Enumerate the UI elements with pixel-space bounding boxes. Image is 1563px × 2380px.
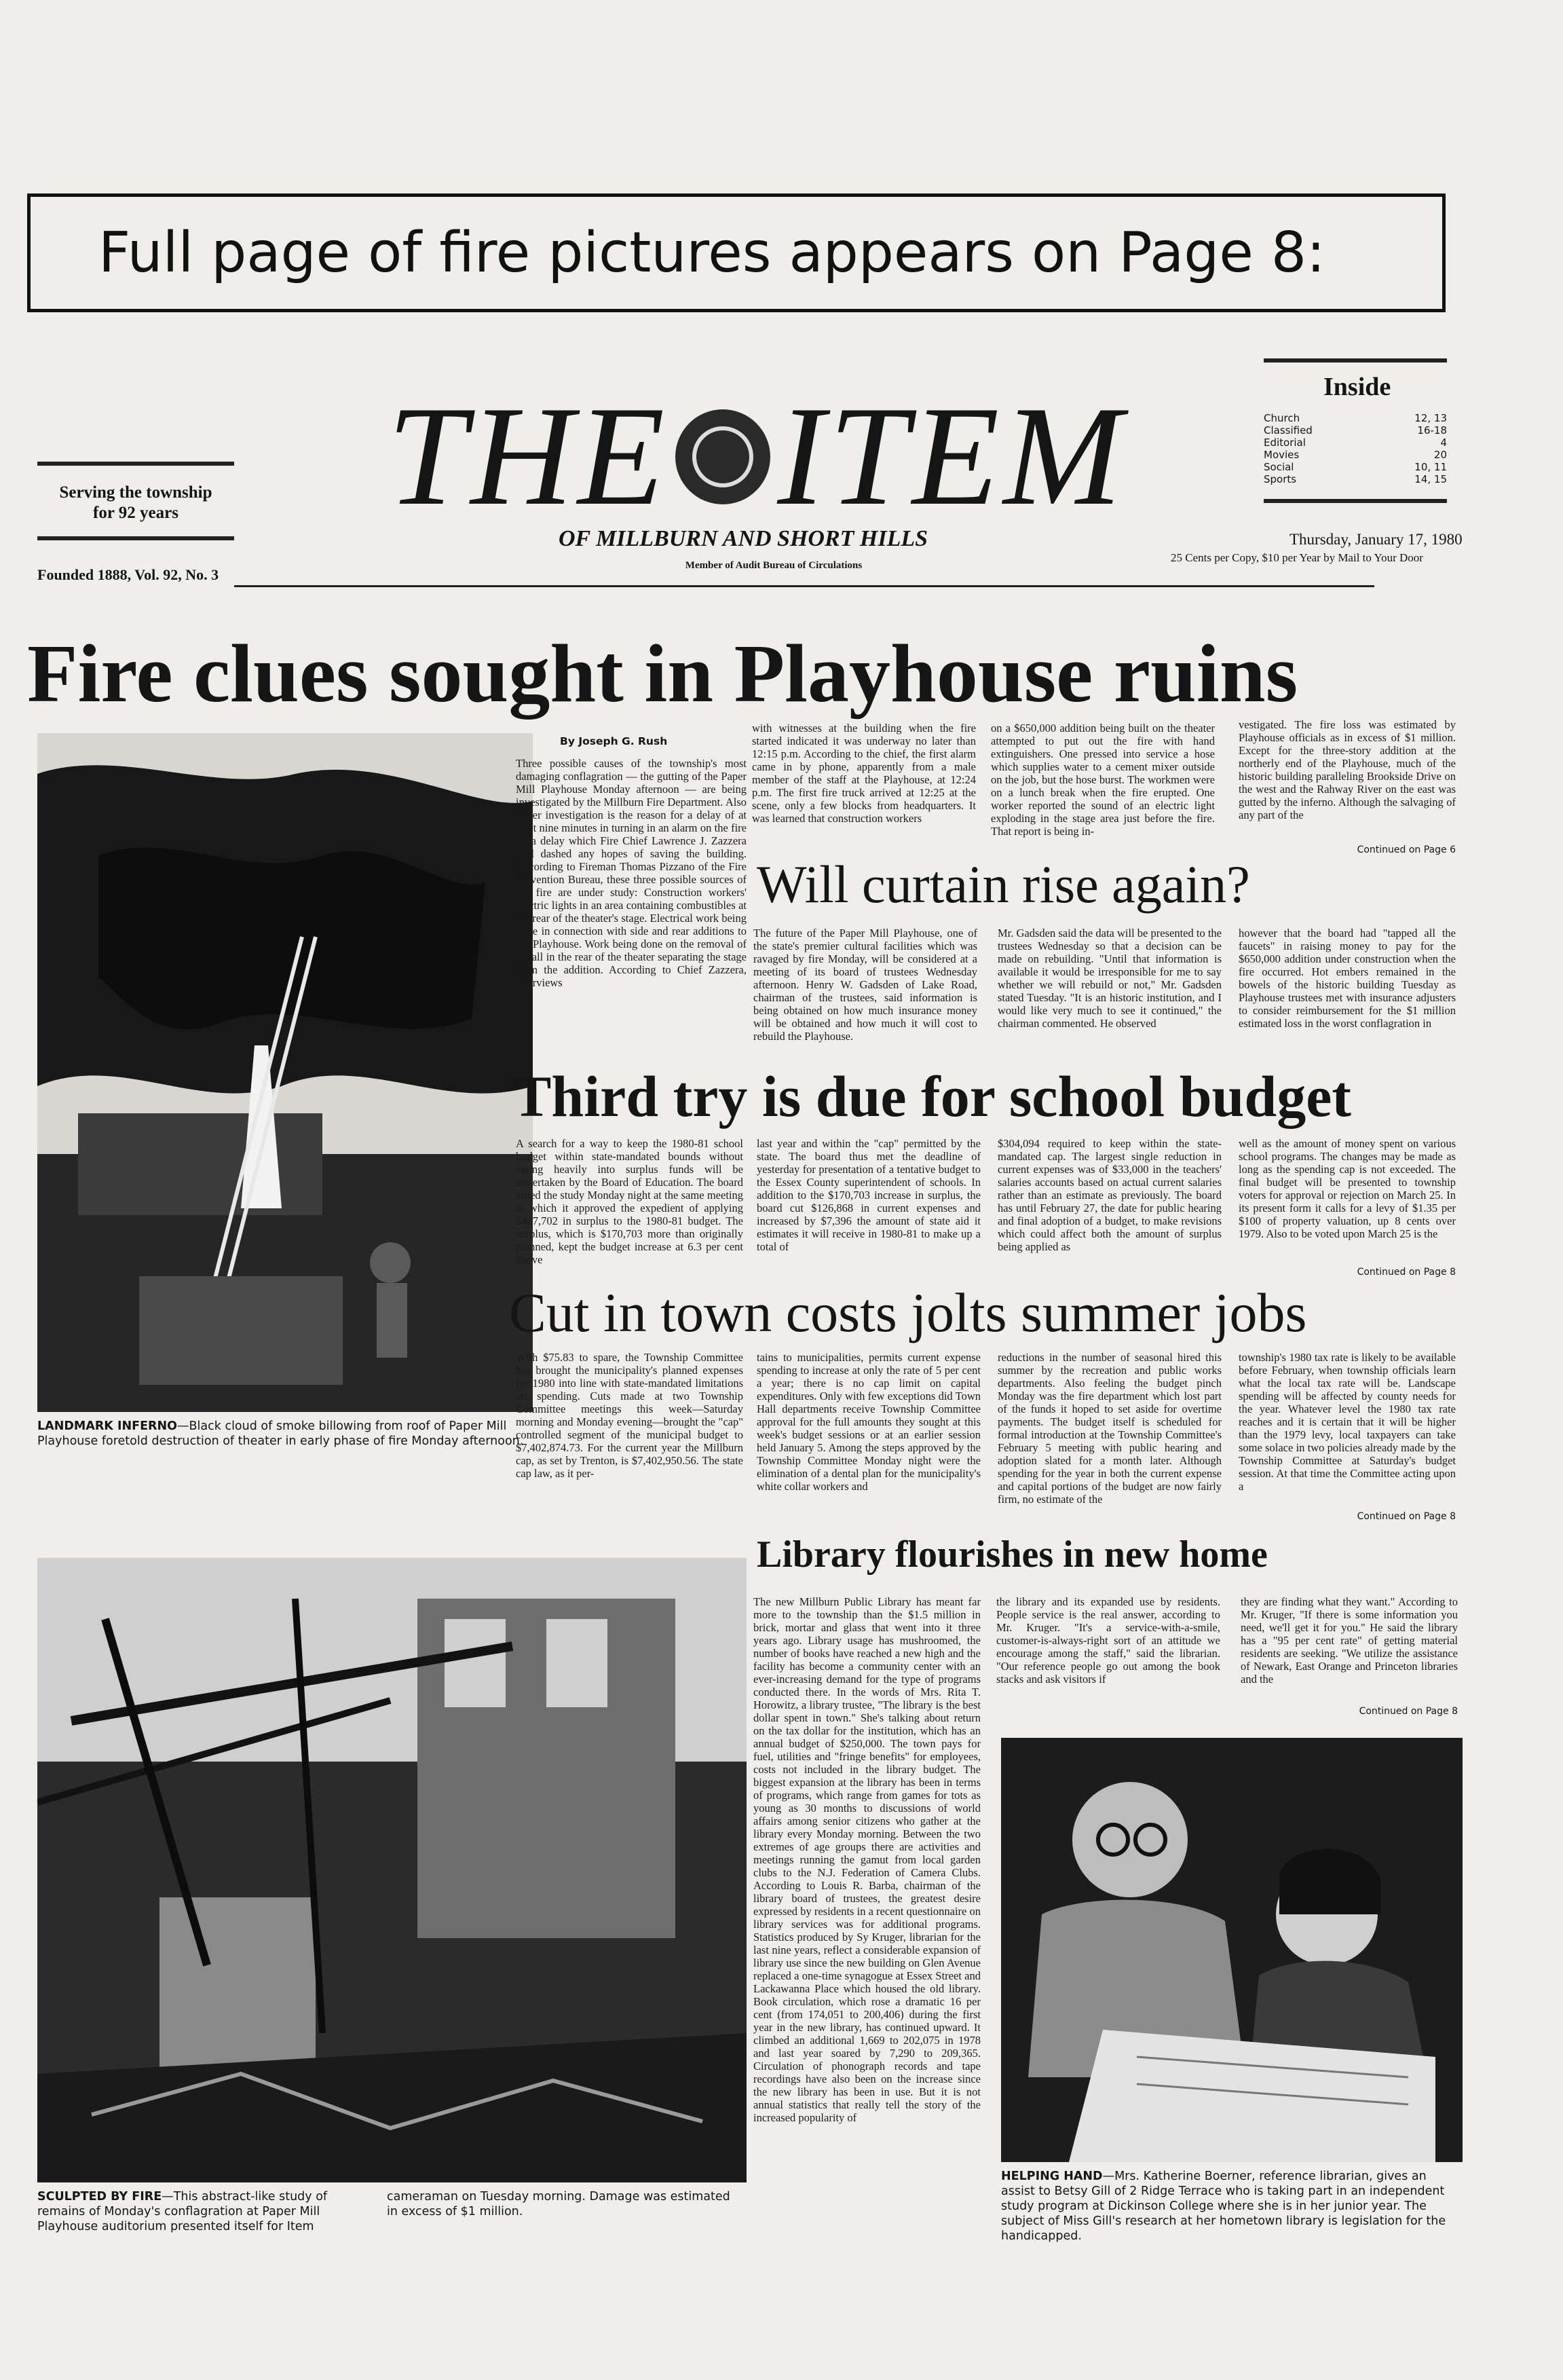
photo2-caption: SCULPTED BY FIRE—This abstract-like study of remains of Monday's conflagration at Paper Mill Playhouse auditorium presented itself for Item (37, 2190, 328, 2233)
story2-col1: The future of the Paper Mill Playhouse, one of the state's premier cultural facilities which was ravaged by fire Monday, will be considered at a meeting of its board of trustees Wednesday afternoon. Henry W. Gadsden of Lake Road, chairman of the trustees, said information is being obtained on how much insurance money will be obtained and how much it will cost to rebuild the Playhouse. (753, 927, 977, 1043)
story1-col1: Three possible causes of the township's most damaging conflagration — the gutting of the Paper Mill Playhouse Monday afternoon — are being investigated by the Millburn Fire Department. Also under investigation is the reason for a delay of at least nine minutes in turning in an alarm on the fire — a delay which Fire Chief Lawrence J. Zazzera said dashed any hopes of saving the building. According to Fireman Thomas Pizzano of the Fire Prevention Bureau, these three possible sources of the fire are under study: Construction workers' electric lights in an area containing combustibles at the rear of the theater's stage. Electrical work being done in connection with side and rear additions to the Playhouse. Work being done on the removal of a wall in the rear of the theater separating the stage from the addition. According to Chief Zazzera, interviews (516, 757, 747, 989)
story5-col1: The new Millburn Public Library has meant far more to the township than the $1.5 million in brick, mortar and glass that went into it three years ago. Library usage has mushroomed, the number of books have reached a new high and the facility has become a community center with an ever-increasing demand for the type of programs conducted there. In the words of Mrs. Rita T. Horowitz, a library trustee, "The library is the best dollar spent in town." She's talking about return on the tax dollar for the institution, which has an annual budget of $250,000. The town pays for fuel, utilities and "fringe benefits" for employees, costs not included in the library budget. The biggest expansion at the library has been in terms of programs, which range from games for tots as young as 30 months to discussions of world affairs among senior citizens who gather at the library every Monday morning. Between the two extremes of age groups there are activities and meetings running the gamut from local garden clubs to the N.J. Federation of Camera Clubs. According to Louis R. Barba, chairman of the library board of trustees, the greatest desire expressed by residents in a recent questionnaire on library services was for additional programs. Statistics produced by Sy Kruger, librarian for the last nine years, reflect a considerable expansion of library use since the new building on Glen Avenue replaced a one-time synagogue at Essex Street and Lackawanna Place which housed the old library. Book circulation, which rose a dramatic 16 per cent (from 174,051 to 200,406) during the first year in the new library, has continued upward. It climbed an additional 1,669 to 202,075 in 1978 and last year soared by 7,290 to 209,365. Circulation of phonograph records and tape recordings have also been on the increase since the new library has been in use. But it is not annual statistics that really tell the story of the increased popularity of (753, 1595, 981, 2124)
photo2-caption-cont: cameraman on Tuesday morning. Damage was estimated in excess of $1 million. (387, 2190, 730, 2218)
story3-col2: last year and within the "cap" permitted by the state. The board thus met the deadline of yesterday for presentation of a tentative budget to the Essex County superintendent of schools. In addition to the $170,703 increase in surplus, the board cut $126,868 in current expenses and increased by $7,396 the amount of state aid it estimates it will receive in 1980-81 to make up a total of (757, 1137, 981, 1253)
story5-headline: Library flourishes in new home (757, 1533, 1268, 1576)
ruins-photo (37, 1558, 747, 2182)
masthead-title-right: ITEM (777, 377, 1127, 535)
index-row: Classified 16-18 (1264, 424, 1447, 436)
story2-col2: Mr. Gadsden said the data will be presented to the trustees Wednesday so that a decision can be made on rebuilding. "Until that information is available it would be irresponsible for me to say whether we will rebuild or not," Mr. Gadsden stated Tuesday. "It is an historic institution, and I would like very much to see it continued," the chairman commented. He observed (998, 927, 1222, 1030)
lead-headline: Fire clues sought in Playhouse ruins (27, 628, 1298, 720)
story4-continued: Continued on Page 8 (1357, 1511, 1456, 1522)
index-row: Sports 14, 15 (1264, 473, 1447, 485)
story1-col4: vestigated. The fire loss was estimated by Playhouse officials as in excess of $1 million. Except for the three-story addition at the northerly end of the Playhouse, much of the historic building paralleling Brookside Drive on the west and the Rahway River on the east was gutted by the inferno. Although the salvaging of any part of the (1239, 718, 1456, 821)
story2-headline: Will curtain rise again? (757, 855, 1250, 914)
library-photo-art (1001, 1738, 1463, 2162)
township-seal-icon (675, 409, 770, 504)
fire-pictures-banner: Full page of fire pictures appears on Page 8: (27, 193, 1446, 312)
founded-line: Founded 1888, Vol. 92, No. 3 (37, 566, 219, 583)
divider (37, 462, 234, 466)
issue-date: Thursday, January 17, 1980 (1289, 531, 1463, 548)
masthead-title (288, 377, 1225, 535)
price-line: 25 Cents per Copy, $10 per Year by Mail to Your Door (1171, 551, 1423, 564)
story3-continued: Continued on Page 8 (1357, 1267, 1456, 1278)
photo3-caption: HELPING HAND—Mrs. Katherine Boerner, reference librarian, gives an assist to Betsy Gill of 2 Ridge Terrace who is taking part in an independent study program at Dickinson College where she is in her junior year. The subject of Miss Gill's research at her hometown library is legislation for the handicapped. (1001, 2170, 1446, 2243)
story4-col3: reductions in the number of seasonal hired this summer by the recreation and public works departments. Also feeling the budget pinch Monday was the fire department which lost part of the funds it hoped to set aside for overtime payments. The budget itself is scheduled for formal introduction at the Township Committee's February 5 meeting with public hearing and adoption slated for a month later. Although spending for the year in both the current expense and capital portions of the budget are now fairly firm, no estimate of the (998, 1351, 1222, 1506)
story5-continued: Continued on Page 8 (1359, 1706, 1458, 1717)
member-line: Member of Audit Bureau of Circulations (685, 560, 863, 571)
index-row: Church 12, 13 (1264, 412, 1447, 424)
masthead-subtitle: OF MILLBURN AND SHORT HILLS (558, 526, 928, 551)
fire-photo (37, 733, 533, 1412)
serving-line: Serving the township (59, 483, 212, 502)
fire-photo-art (37, 733, 533, 1412)
photo1-caption: LANDMARK INFERNO—Black cloud of smoke billowing from roof of Paper Mill Playhouse foretold destruction of theater in early phase of fire Monday afternoon. (37, 1419, 524, 1448)
story1-continued: Continued on Page 6 (1357, 844, 1456, 855)
story3-col4: well as the amount of money spent on various school programs. The changes may be made as long as the spending cap is not exceeded. The final budget will be presented to township voters for approval or rejection on March 25. In its present form it calls for a levy of $1.35 per $100 of property valuation, up 8 cents over 1979. Also to be voted upon March 25 is the (1239, 1137, 1456, 1240)
index-row: Social 10, 11 (1264, 461, 1447, 473)
ruins-photo-art (37, 1558, 747, 2182)
library-photo (1001, 1738, 1463, 2162)
story4-col1: With $75.83 to spare, the Township Committee has brought the municipality's planned expenses for 1980 into line with state-mandated limitations on spending. Cuts made at two Township Committee meetings this week—Saturday morning and Monday evening—brought the "cap" controlled segment of the municipal budget to $7,402,874.73. For the current year the Millburn cap, as set by Trenton, is $7,402,950.56. The state cap law, as it per- (516, 1351, 743, 1480)
story5-col3: they are finding what they want." According to Mr. Kruger, "If there is some information you need, we'll get it for you." He said the library has a "95 per cent rate" of getting material residents are seeking. "We utilize the assistance of Newark, East Orange and Princeton libraries and the (1241, 1595, 1458, 1686)
story1-col2: with witnesses at the building when the fire started indicated it was underway no later than 12:15 p.m. According to the chief, the first alarm came in by phone, apparently from a male member of the staff at the Playhouse, at 12:24 p.m. The first fire truck arrived at 12:25 at the scene, only a few blocks from headquarters. It was learned that construction workers (752, 722, 976, 825)
story4-headline: Cut in town costs jolts summer jobs (509, 1282, 1307, 1343)
story2-col3: however that the board had "tapped all the faucets" in raising money to pay for the $650,000 addition under construction when the fire occurred. Hot embers remained in the bowels of the historic building Tuesday as Playhouse trustees met with insurance adjusters to consider reimbursement for the $1 million estimated loss in the worst conflagration in (1239, 927, 1456, 1030)
story4-col4: township's 1980 tax rate is likely to be available before February, when township officials learn what the local tax rate will be. Landscape spending will be affected by county needs for the year. Whatever level the 1980 tax rate reaches and it is certain that it will be higher than the 1979 levy, local taxpayers can take some solace in two policies already made by the Township Committee at Saturday's budget session. At that time the Committee acting upon a (1239, 1351, 1456, 1493)
story3-headline: Third try is due for school budget (512, 1064, 1351, 1129)
divider (37, 536, 234, 540)
story3-col1: A search for a way to keep the 1980-81 school budget within state-mandated bounds without eating heavily into surplus funds will be undertaken by the Board of Education. The board voted the study Monday night at the same meeting at which it approved the expedient of applying $407,702 in surplus to the 1980-81 budget. The surplus, which is $170,703 more than originally planned, kept the budget increase at 6.3 per cent above (516, 1137, 743, 1266)
story4-col2: tains to municipalities, permits current expense spending to increase at only the rate of 5 per cent a year; there is no cap limit on capital expenditures. Only with few exceptions did Town Hall departments receive Township Committee approval for the full amounts they sought at this week's budget sessions or at an earlier session held January 5. Among the steps approved by the Township Committee Monday night were the elimination of a dental plan for the municipality's white collar workers and (757, 1351, 981, 1493)
divider (1264, 358, 1447, 362)
masthead-rule (234, 585, 1374, 587)
story1-byline: By Joseph G. Rush (560, 735, 668, 747)
index-row: Movies 20 (1264, 449, 1447, 461)
inside-index (1264, 412, 1447, 485)
story3-col3: $304,094 required to keep within the state-mandated cap. The largest single reduction in current expenses was of $33,000 in the teachers' salaries accounts based on actual current salaries rather than an estimate as previously. The board has until February 27, the date for public hearing and final adoption of a budget, to make revisions which could affect both the amount of surplus being applied as (998, 1137, 1222, 1253)
inside-title: Inside (1323, 373, 1391, 401)
serving-years: for 92 years (93, 504, 178, 522)
divider (1264, 499, 1447, 503)
masthead-title-left: THE (387, 377, 669, 535)
story5-col2: the library and its expanded use by residents. People service is the real answer, according to Mr. Kruger. "It's a service-with-a-smile, customer-is-always-right sort of an attitude we encourage among the staff," said the librarian. "Our reference people go out among the book stacks and ask visitors if (996, 1595, 1220, 1686)
index-row: Editorial 4 (1264, 436, 1447, 449)
story1-col3: on a $650,000 addition being built on the theater attempted to put out the fire with hand extinguishers. One pressed into service a hose which supplies water to a cement mixer outside on the job, but the hose burst. The workmen were on a lunch break when the fire erupted. One worker reported the sound of an electric light exploding in the stage area just before the fire. That report is being in- (991, 722, 1215, 838)
